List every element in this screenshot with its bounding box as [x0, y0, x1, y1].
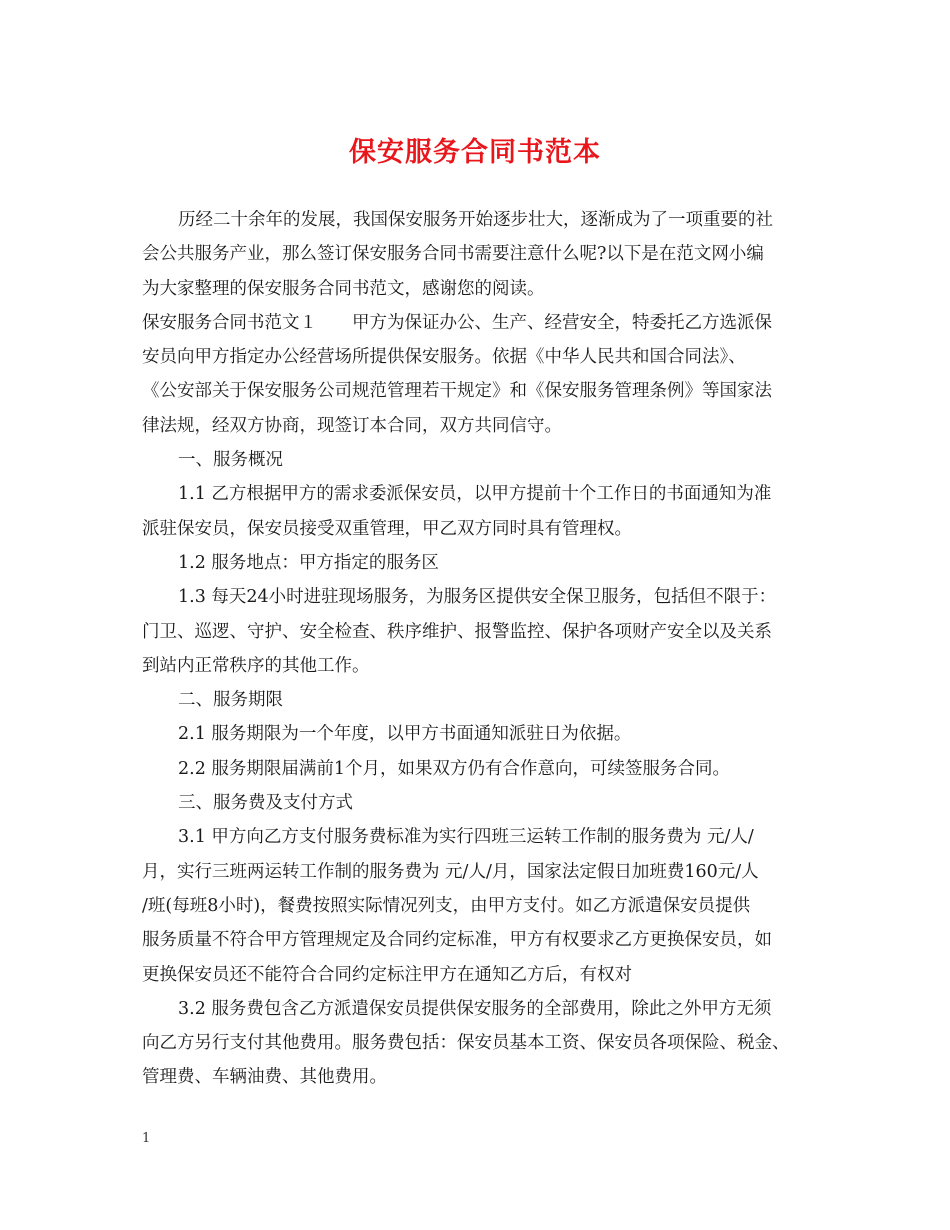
section-heading: 三、服务费及支付方式 — [178, 793, 353, 814]
section-heading: 二、服务期限 — [178, 690, 283, 711]
paragraph-line: 律法规，经双方协商，现签订本合同，双方共同信守。 — [142, 415, 562, 436]
paragraph-line: 2.1 服务期限为一个年度，以甲方书面通知派驻日为依据。 — [178, 724, 632, 745]
paragraph-line: 管理费、车辆油费、其他费用。 — [142, 1067, 387, 1088]
paragraph-line: 3.2 服务费包含乙方派遣保安员提供保安服务的全部费用，除此之外甲方无须 — [178, 998, 772, 1019]
paragraph-line: 更换保安员还不能符合合同约定标注甲方在通知乙方后，有权对 — [142, 964, 632, 985]
paragraph-line: 2.2 服务期限届满前1个月，如果双方仍有合作意向，可续签服务合同。 — [178, 758, 731, 779]
paragraph-line: 会公共服务产业，那么签订保安服务合同书需要注意什么呢?以下是在范文网小编 — [142, 244, 764, 265]
paragraph-line: 安员向甲方指定办公经营场所提供保安服务。依据《中华人民共和国合同法》、 — [142, 347, 746, 368]
paragraph-line: 1.1 乙方根据甲方的需求委派保安员，以甲方提前十个工作日的书面通知为准 — [178, 484, 772, 505]
paragraph-line: /班(每班8小时)，餐费按照实际情况列支，由甲方支付。如乙方派遣保安员提供 — [142, 895, 751, 916]
paragraph-line: 1.2 服务地点：甲方指定的服务区 — [178, 552, 439, 573]
paragraph-line: 3.1 甲方向乙方支付服务费标准为实行四班三运转工作制的服务费为 元/人/ — [178, 827, 754, 848]
paragraph-line: 服务质量不符合甲方管理规定及合同约定标准，甲方有权要求乙方更换保安员，如 — [142, 930, 772, 951]
paragraph-line: 派驻保安员，保安员接受双重管理，甲乙双方同时具有管理权。 — [142, 518, 632, 539]
paragraph-line: 历经二十余年的发展，我国保安服务开始逐步壮大，逐渐成为了一项重要的社 — [178, 210, 773, 230]
document-title: 保安服务合同书范本 — [349, 137, 601, 168]
paragraph-line: 门卫、巡逻、守护、安全检查、秩序维护、报警监控、保护各项财产安全以及关系 — [142, 621, 772, 642]
paragraph-line: 《公安部关于保安服务公司规范管理若干规定》和《保安服务管理条例》等国家法 — [142, 381, 772, 402]
section-heading: 一、服务概况 — [178, 450, 283, 471]
page-number: 1 — [142, 1131, 151, 1146]
paragraph-line: 月，实行三班两运转工作制的服务费为 元/人/月，国家法定假日加班费160元/人 — [142, 861, 759, 882]
paragraph-line: 为大家整理的保安服务合同书范文，感谢您的阅读。 — [142, 278, 545, 299]
document-body — [142, 203, 822, 1095]
paragraph-line: 到站内正常秩序的其他工作。 — [142, 655, 370, 676]
paragraph-line: 1.3 每天24小时进驻现场服务，为服务区提供安全保卫服务，包括但不限于： — [178, 587, 777, 608]
paragraph-line: 向乙方另行支付其他费用。服务费包括：保安员基本工资、保安员各项保险、税金、 — [142, 1033, 790, 1054]
paragraph-line: 保安服务合同书范文１ 甲方为保证办公、生产、经营安全，特委托乙方选派保 — [142, 312, 772, 333]
